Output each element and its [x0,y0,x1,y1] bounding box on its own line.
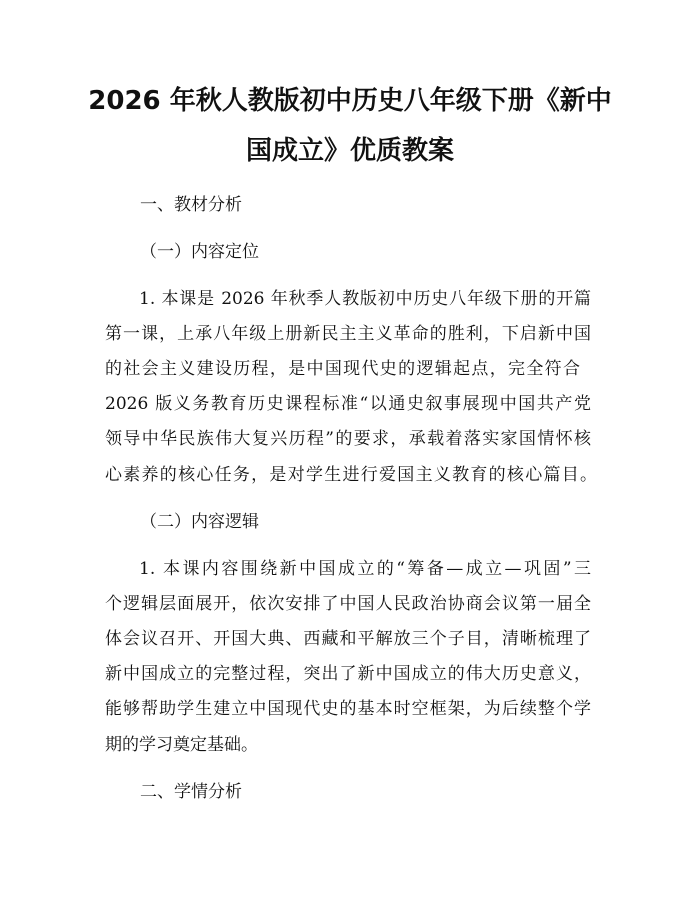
paragraph-1-line-5: 领导中华民族伟大复兴历程”的要求，承载着落实家国情怀核 [105,429,591,449]
section-heading-learner-analysis: 二、学情分析 [140,782,242,802]
paragraph-1-line-4: 2026 版义务教育历史课程标准“以通史叙事展现中国共产党 [105,394,591,414]
paragraph-2-line-1: 1. 本课内容围绕新中国成立的“筹备—成立—巩固”三 [139,559,591,579]
subsection-heading-content-logic: （二）内容逻辑 [140,512,259,532]
paragraph-2-line-3: 体会议召开、开国大典、西藏和平解放三个子目，清晰梳理了 [105,629,591,649]
paragraph-1-line-1: 1. 本课是 2026 年秋季人教版初中历史八年级下册的开篇 [139,289,591,309]
paragraph-1-line-6: 心素养的核心任务，是对学生进行爱国主义教育的核心篇目。 [105,465,597,485]
document-title-line-2: 国成立》优质教案 [245,136,454,166]
paragraph-2-line-6: 期的学习奠定基础。 [105,735,258,755]
paragraph-1-line-2: 第一课，上承八年级上册新民主主义革命的胜利，下启新中国 [105,324,591,344]
subsection-heading-content-positioning: （一）内容定位 [140,242,259,262]
document-title-line-1: 2026 年秋人教版初中历史八年级下册《新中 [88,86,612,116]
section-heading-textbook-analysis: 一、教材分析 [140,195,242,215]
paragraph-2-line-4: 新中国成立的完整过程，突出了新中国成立的伟大历史意义， [105,664,591,684]
paragraph-1-line-3: 的社会主义建设历程，是中国现代史的逻辑起点，完全符合 [105,359,580,379]
paragraph-2-line-2: 个逻辑层面展开，依次安排了中国人民政治协商会议第一届全 [105,594,591,614]
paragraph-2-line-5: 能够帮助学生建立中国现代史的基本时空框架，为后续整个学 [105,699,591,719]
